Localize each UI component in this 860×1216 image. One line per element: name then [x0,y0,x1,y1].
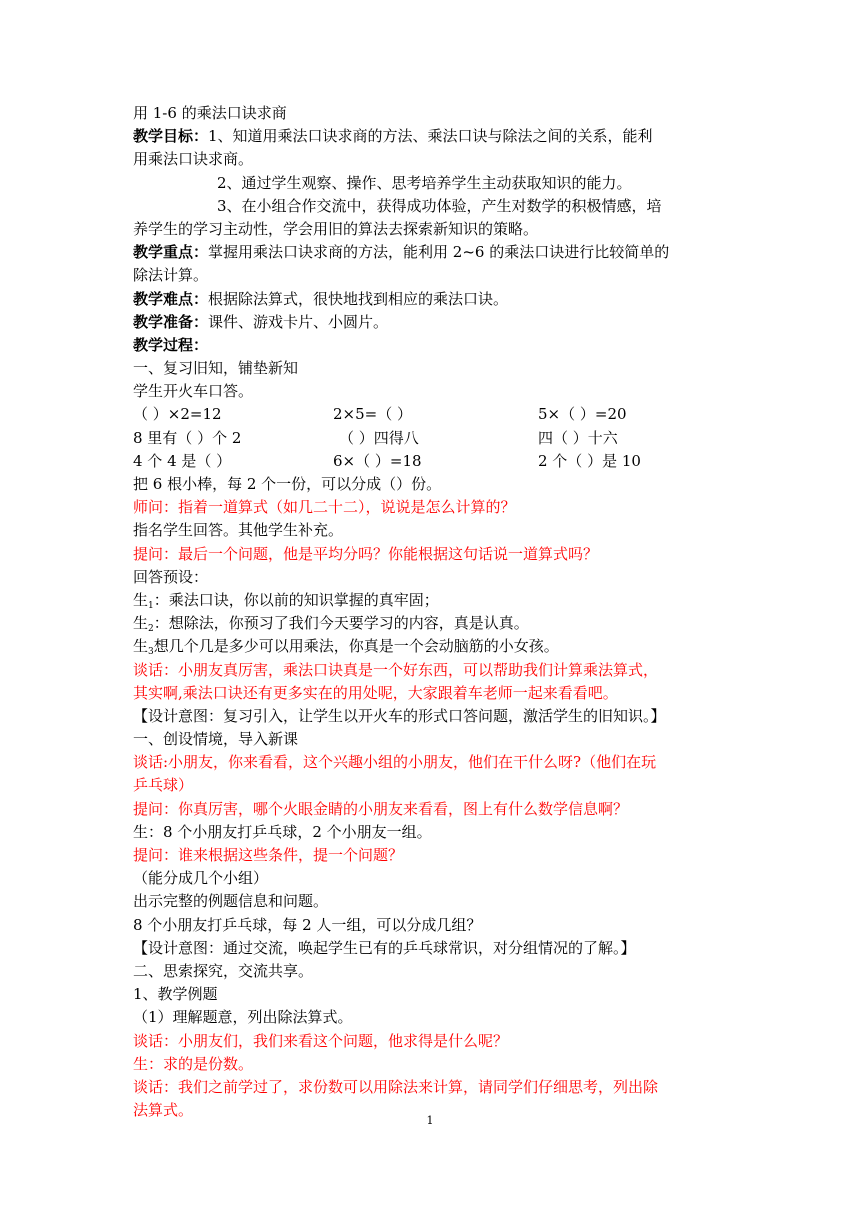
exercise-cell: 2×5=（ ） [333,405,412,424]
teacher-talk: 谈话：我们之前学过了，求份数可以用除法来计算，请同学们仔细思考，列出除 [133,1077,659,1096]
objective-1-text: 1、知道用乘法口诀求商的方法、乘法口诀与除法之间的关系，能利 [208,127,653,146]
objectives-line-1 [133,125,733,148]
exercise-cell: 4 个 4 是（ ） [133,451,232,470]
exercise-cell: 6×（ ）=18 [333,451,422,470]
section-1-heading: 一、复习旧知，铺垫新知 [133,359,299,378]
exercise-row [133,450,733,473]
student-answer-text: ：想除法，你预习了我们今天要学习的内容，真是认真。 [153,614,529,633]
preparation-label: 教学准备： [133,312,209,331]
objective-3: 3、在小组合作交流中，获得成功体验，产生对数学的积极情感，培 [217,196,662,215]
teacher-talk-continued: 乒乓球） [133,776,194,795]
design-intent: 【设计意图：复习引入，让学生以开火车的形式口答问题，激活学生的旧知识。】 [133,706,666,725]
teacher-talk: 谈话：小朋友们，我们来看这个问题，他求得是什么呢？ [133,1031,509,1050]
section-1-intro: 学生开火车口答。 [133,382,254,401]
student-answer-text: ：乘法口诀，你以前的知识掌握的真牢固； [153,590,439,609]
student-answer-3 [133,635,733,658]
teacher-question: 提问：谁来根据这些条件，提一个问题？ [133,846,404,864]
student-subscript: 3 [148,647,154,658]
subsection-heading: 1、教学例题 [133,985,218,1004]
exercise-cell: 2 个（ ）是 10 [538,451,641,470]
student-answer-1 [133,589,733,612]
teacher-talk-continued: 其实啊,乘法口诀还有更多实在的用处呢，大家跟着车老师一起来看看吧。 [133,683,618,702]
document-title: 用 1-6 的乘法口诀求商 [133,104,287,122]
follow-up-question: 提问：最后一个问题，他是平均分吗？你能根据这句话说一道算式吗？ [133,544,599,563]
show-problem-note: 出示完整的例题信息和问题。 [133,892,329,911]
exercise-row [133,427,733,450]
student-answer: 生：求的是份数。 [133,1054,254,1073]
subsection-heading: （1）理解题意，列出除法算式。 [133,1008,353,1027]
teacher-talk: 谈话:小朋友，你来看看，这个兴趣小组的小朋友，他们在干什么呀?（他们在玩 [133,753,657,772]
sticks-question: 把 6 根小棒，每 2 个一份，可以分成（）份。 [133,475,442,493]
page-number: 1 [426,1114,434,1127]
design-intent: 【设计意图：通过交流，唤起学生已有的乒乓球常识，对分组情况的了解。】 [133,938,636,957]
student-prefix: 生 [133,590,149,609]
objective-1-continued: 用乘法口诀求商。 [133,150,254,169]
exercise-cell: （ ）×2=12 [133,405,222,424]
key-point-text: 掌握用乘法口诀求商的方法，能利用 2~6 的乘法口诀进行比较简单的 [208,243,670,262]
document-body [133,102,733,1122]
student-subscript: 2 [148,624,154,635]
teacher-question: 师问：指着一道算式（如几二十二），说说是怎么计算的？ [133,498,516,517]
exercise-cell: 8 里有（ ）个 2 [133,428,242,447]
key-point-label: 教学重点： [133,243,209,262]
student-prefix: 生 [133,614,149,633]
difficulty-text: 根据除法算式，很快地找到相应的乘法口诀。 [208,289,509,308]
exercise-cell: （ ）四得八 [339,428,419,447]
difficulty-line [133,288,733,311]
exercise-cell: 四（ ）十六 [538,428,618,447]
exercise-row [133,403,733,426]
example-problem: 8 个小朋友打乒乓球，每 2 人一组，可以分成几组？ [133,915,482,934]
section-3-heading: 二、思索探究，交流共享。 [133,961,314,980]
teacher-talk: 谈话：小朋友真厉害，乘法口诀真是一个好东西，可以帮助我们计算乘法算式， [133,660,659,679]
exercise-cell: 5×（ ）=20 [538,405,627,424]
student-prefix: 生 [133,637,149,656]
answer-preset-label: 回答预设： [133,567,209,586]
expected-answer: （能分成几个小组） [133,869,269,888]
objectives-label: 教学目标： [133,127,209,146]
preparation-text: 课件、游戏卡片、小圆片。 [208,312,389,331]
objective-2: 2、通过学生观察、操作、思考培养学生主动获取知识的能力。 [217,173,632,192]
process-label: 教学过程： [133,335,209,354]
student-subscript: 1 [148,600,154,611]
key-point-continued: 除法计算。 [133,266,209,285]
teacher-talk-continued: 法算式。 [133,1101,194,1120]
answer-note: 指名学生回答。其他学生补充。 [133,521,344,540]
section-2-heading: 一、创设情境，导入新课 [133,730,299,749]
objective-3-continued: 养学生的学习主动性，学会用旧的算法去探索新知识的策略。 [133,219,539,238]
difficulty-label: 教学难点： [133,289,209,308]
key-point-line-1 [133,241,733,264]
teacher-question: 提问：你真厉害，哪个火眼金睛的小朋友来看看，图上有什么数学信息啊？ [133,799,629,818]
student-answer-2 [133,612,733,635]
preparation-line [133,311,733,334]
student-answer: 生：8 个小朋友打乒乓球，2 个小朋友一组。 [133,822,432,841]
student-answer-text: 想几个几是多少可以用乘法，你真是一个会动脑筋的小女孩。 [153,637,559,656]
